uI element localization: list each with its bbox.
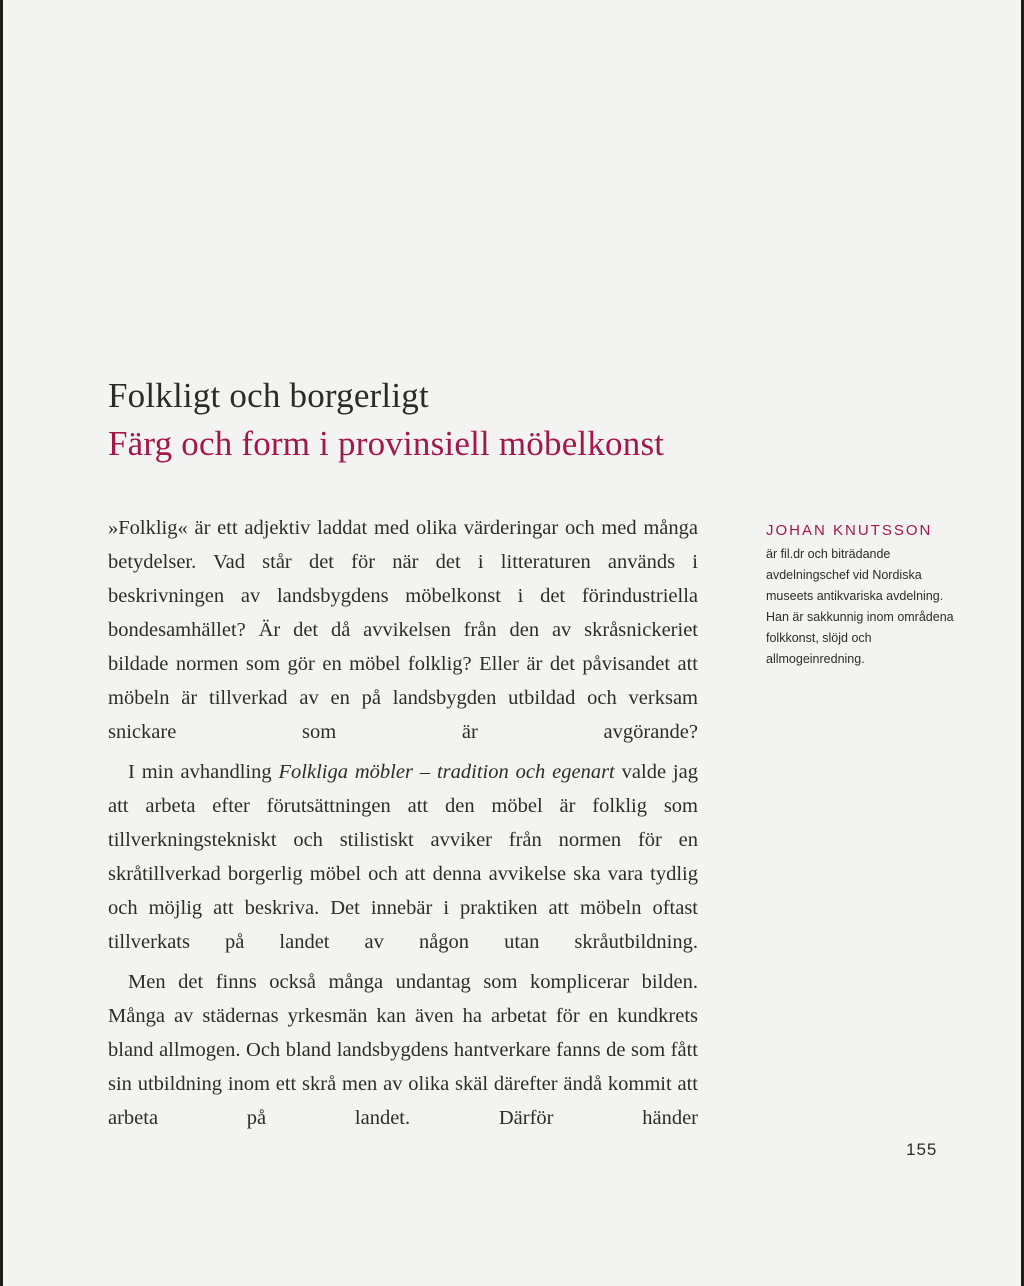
article-subtitle: Färg och form i provinsiell möbelkonst	[108, 424, 665, 463]
paragraph-2	[108, 755, 698, 959]
paragraph-2-rest: valde jag att arbeta efter förutsättningen att den möbel är folklig som tillverkningstekniskt och stilistiskt avviker från normen för en skråtillverkad borgerlig möbel och att denna avvikelse ska vara tydlig och möjlig att beskriva. Det innebär i praktiken att möbeln oftast tillverkats på landet av någon utan skråutbildning.	[108, 761, 698, 953]
paragraph-2-start: I min avhandling	[128, 761, 279, 783]
article-body	[108, 511, 698, 1135]
page-number: 155	[906, 1140, 938, 1159]
author-name: JOHAN KNUTSSON	[766, 522, 933, 539]
author-sidebar	[766, 520, 956, 670]
paragraph-1: »Folklig« är ett adjektiv laddat med olika värderingar och med många betydelser. Vad står det för när det i litteraturen används i beskrivningen av landsbygdens möbelkonst i det förindustriella bondesamhället? Är det då avvikelsen från den av skråsnickeriet bildade normen som gör en möbel folklig? Eller är det påvisandet att möbeln är tillverkad av en på landsbygden utbildad och verksam snickare som är avgörande?	[108, 517, 698, 743]
article-title: Folkligt och borgerligt	[108, 376, 429, 415]
paragraph-3: Men det finns också många undantag som komplicerar bilden. Många av städernas yrkesmän kan även ha arbetat för en kundkrets bland allmogen. Och bland landsbygdens hantverkare fanns de som fått sin utbildning inom ett skrå men av olika skäl därefter ändå kommit att arbeta på landet. Därför händer	[108, 971, 698, 1129]
scan-edge-left	[0, 0, 3, 1286]
thesis-title: Folkliga möbler – tradition och egenart	[278, 761, 615, 783]
author-bio: är fil.dr och biträdande avdelningschef vid Nordiska museets antikvariska avdelning. Han är sakkunnig inom områdena folkkonst, slöjd och allmogeinredning.	[766, 547, 954, 666]
